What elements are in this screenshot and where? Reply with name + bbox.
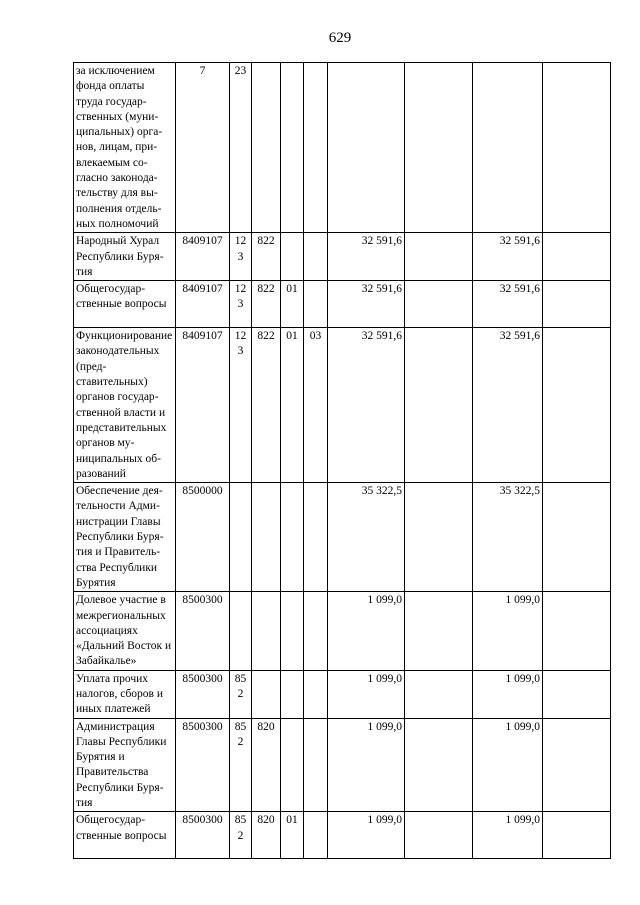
section-code [281, 718, 304, 812]
amount-1 [328, 63, 405, 233]
expense-type-code: 23 [230, 63, 252, 233]
department-code [252, 592, 281, 670]
amount-3: 35 322,5 [473, 483, 543, 592]
section-code [281, 670, 304, 718]
amount-3: 1 099,0 [473, 812, 543, 859]
row-name: Общегосударственные вопросы [74, 281, 176, 328]
table-row [74, 233, 611, 281]
row-name: Администрация Главы Республики Бурятия и Правительства Республики Бурятия [74, 718, 176, 812]
amount-1: 32 591,6 [328, 233, 405, 281]
department-code: 822 [252, 233, 281, 281]
page-number: 629 [328, 30, 352, 46]
amount-1: 35 322,5 [328, 483, 405, 592]
amount-2 [405, 483, 473, 592]
section-code: 01 [281, 281, 304, 328]
target-code: 8500300 [176, 592, 230, 670]
row-name: Обеспечение деятельности Администрации Главы Республики Бурятия и Правительства Республики Бурятия [74, 483, 176, 592]
amount-3: 32 591,6 [473, 233, 543, 281]
department-code [252, 670, 281, 718]
subsection-code [304, 483, 328, 592]
subsection-code [304, 670, 328, 718]
target-code: 8409107 [176, 233, 230, 281]
budget-table [73, 62, 611, 859]
row-name: Общегосударственные вопросы [74, 812, 176, 859]
row-name: Народный Хурал Республики Бурятия [74, 233, 176, 281]
expense-type-code [230, 483, 252, 592]
amount-4 [543, 812, 611, 859]
amount-2 [405, 328, 473, 483]
subsection-code [304, 812, 328, 859]
amount-1: 1 099,0 [328, 812, 405, 859]
amount-1: 1 099,0 [328, 670, 405, 718]
amount-3: 1 099,0 [473, 592, 543, 670]
expense-type-code: 123 [230, 233, 252, 281]
amount-3: 32 591,6 [473, 328, 543, 483]
subsection-code [304, 592, 328, 670]
table-row [74, 63, 611, 233]
table-row [74, 812, 611, 859]
row-name: за исключением фонда оплаты труда государственных (муниципальных) органов, лицам, привлекаемым согласно законодательству для выполнения отдельных полномочий [74, 63, 176, 233]
table-row [74, 718, 611, 812]
table-row [74, 483, 611, 592]
subsection-code [304, 63, 328, 233]
amount-4 [543, 483, 611, 592]
amount-2 [405, 670, 473, 718]
amount-3: 1 099,0 [473, 670, 543, 718]
target-code: 8409107 [176, 281, 230, 328]
section-code [281, 592, 304, 670]
section-code [281, 483, 304, 592]
amount-2 [405, 592, 473, 670]
amount-3: 32 591,6 [473, 281, 543, 328]
department-code [252, 63, 281, 233]
target-code: 8500000 [176, 483, 230, 592]
subsection-code [304, 233, 328, 281]
expense-type-code: 123 [230, 328, 252, 483]
target-code: 8409107 [176, 328, 230, 483]
section-code [281, 233, 304, 281]
expense-type-code: 852 [230, 718, 252, 812]
table-row [74, 281, 611, 328]
amount-4 [543, 63, 611, 233]
expense-type-code: 852 [230, 812, 252, 859]
amount-2 [405, 233, 473, 281]
table-row [74, 592, 611, 670]
row-name: Уплата прочих налогов, сборов и иных платежей [74, 670, 176, 718]
amount-4 [543, 670, 611, 718]
target-code: 8500300 [176, 670, 230, 718]
amount-4 [543, 328, 611, 483]
subsection-code: 03 [304, 328, 328, 483]
row-name: Долевое участие в межрегиональных ассоциациях «Дальний Восток и Забайкалье» [74, 592, 176, 670]
amount-2 [405, 812, 473, 859]
amount-4 [543, 592, 611, 670]
amount-2 [405, 718, 473, 812]
expense-type-code: 852 [230, 670, 252, 718]
department-code [252, 483, 281, 592]
amount-3: 1 099,0 [473, 718, 543, 812]
amount-4 [543, 233, 611, 281]
section-code [281, 63, 304, 233]
amount-3 [473, 63, 543, 233]
department-code: 820 [252, 812, 281, 859]
table-row [74, 328, 611, 483]
amount-2 [405, 63, 473, 233]
expense-type-code: 123 [230, 281, 252, 328]
section-code: 01 [281, 328, 304, 483]
amount-4 [543, 281, 611, 328]
department-code: 822 [252, 328, 281, 483]
target-code: 7 [176, 63, 230, 233]
row-name: Функционирование законодательных (представительных) органов государственной власти и представительных органов муниципальных образований [74, 328, 176, 483]
section-code: 01 [281, 812, 304, 859]
amount-4 [543, 718, 611, 812]
table-row [74, 670, 611, 718]
amount-1: 1 099,0 [328, 718, 405, 812]
amount-2 [405, 281, 473, 328]
amount-1: 32 591,6 [328, 281, 405, 328]
subsection-code [304, 718, 328, 812]
department-code: 822 [252, 281, 281, 328]
amount-1: 32 591,6 [328, 328, 405, 483]
expense-type-code [230, 592, 252, 670]
target-code: 8500300 [176, 718, 230, 812]
amount-1: 1 099,0 [328, 592, 405, 670]
subsection-code [304, 281, 328, 328]
department-code: 820 [252, 718, 281, 812]
target-code: 8500300 [176, 812, 230, 859]
